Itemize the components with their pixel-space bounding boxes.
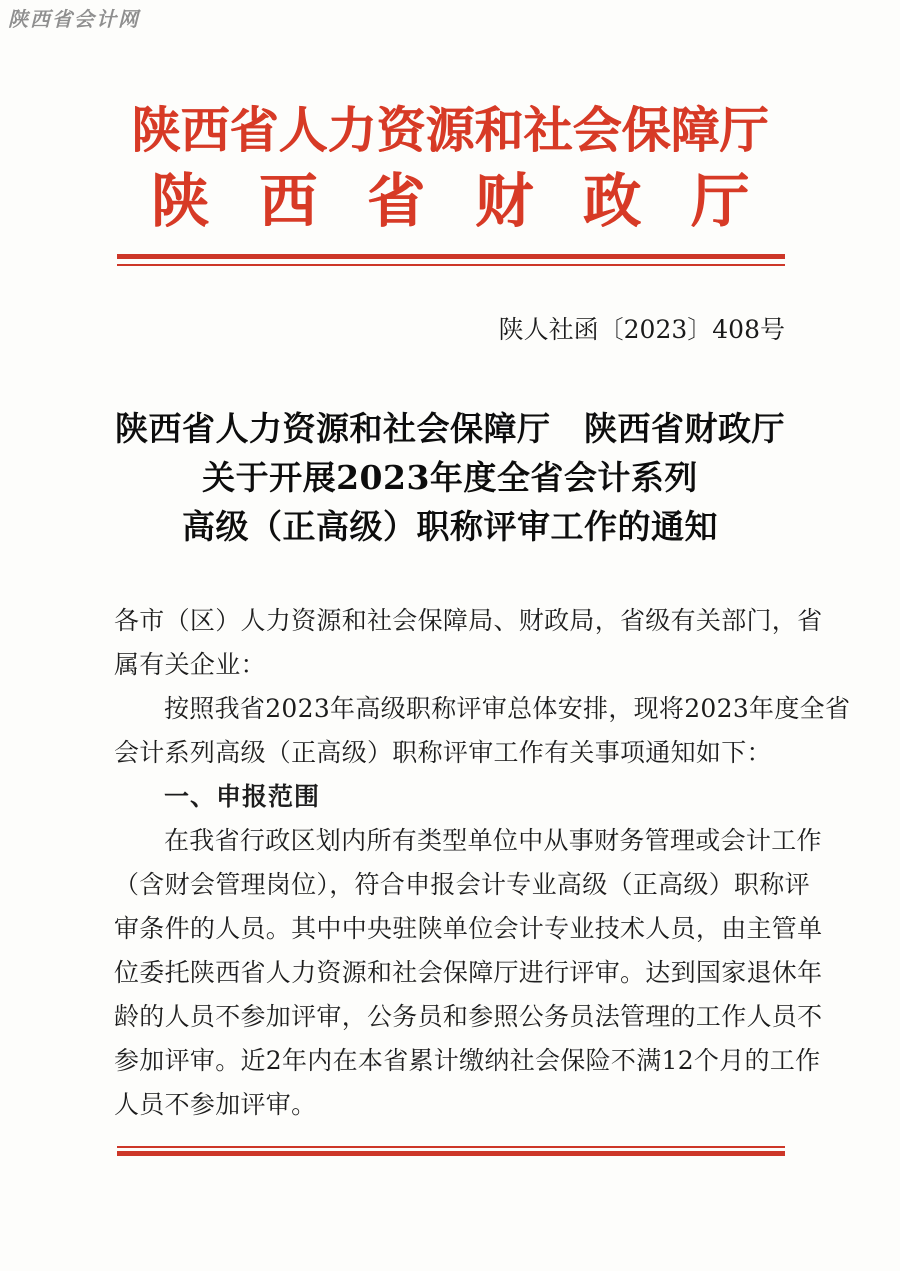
body-line: 属有关企业： [114, 650, 266, 679]
body-line: 审条件的人员。其中中央驻陕单位会计专业技术人员，由主管单 [114, 914, 823, 943]
body-line: 一、申报范围 [164, 782, 321, 811]
letterhead-org-line2: 陕西省财政厅 [150, 167, 799, 235]
document-title-line3: 高级（正高级）职称评审工作的通知 [182, 507, 718, 546]
body-line: 人员不参加评审。 [114, 1090, 317, 1119]
body-line: 各市（区）人力资源和社会保障局、财政局，省级有关部门，省 [114, 606, 823, 635]
body-line: 会计系列高级（正高级）职称评审工作有关事项通知如下： [114, 738, 772, 767]
body-line: 按照我省2023年高级职称评审总体安排，现将2023年度全省 [164, 694, 851, 723]
body-line: 位委托陕西省人力资源和社会保障厅进行评审。达到国家退休年 [114, 958, 823, 987]
letterhead-org-line1: 陕西省人力资源和社会保障厅 [131, 101, 769, 159]
footer-divider-thick [117, 1151, 785, 1156]
document-title-line1: 陕西省人力资源和社会保障厅 陕西省财政厅 [115, 409, 785, 448]
footer-divider-thin [117, 1146, 785, 1148]
site-watermark: 陕西省会计网 [8, 7, 140, 31]
document-body [114, 599, 851, 1127]
body-line: 在我省行政区划内所有类型单位中从事财务管理或会计工作 [164, 826, 822, 855]
document-title [0, 404, 900, 551]
body-line: 龄的人员不参加评审，公务员和参照公务员法管理的工作人员不 [114, 1002, 823, 1031]
document-title-line2: 关于开展2023年度全省会计系列 [202, 458, 698, 497]
header-divider-thick [117, 254, 785, 259]
body-line: 参加评审。近2年内在本省累计缴纳社会保险不满12个月的工作 [114, 1046, 821, 1075]
document-number: 陕人社函〔2023〕408号 [498, 315, 785, 344]
body-line: （含财会管理岗位），符合申报会计专业高级（正高级）职称评 [114, 870, 810, 899]
header-divider-thin [117, 264, 785, 266]
